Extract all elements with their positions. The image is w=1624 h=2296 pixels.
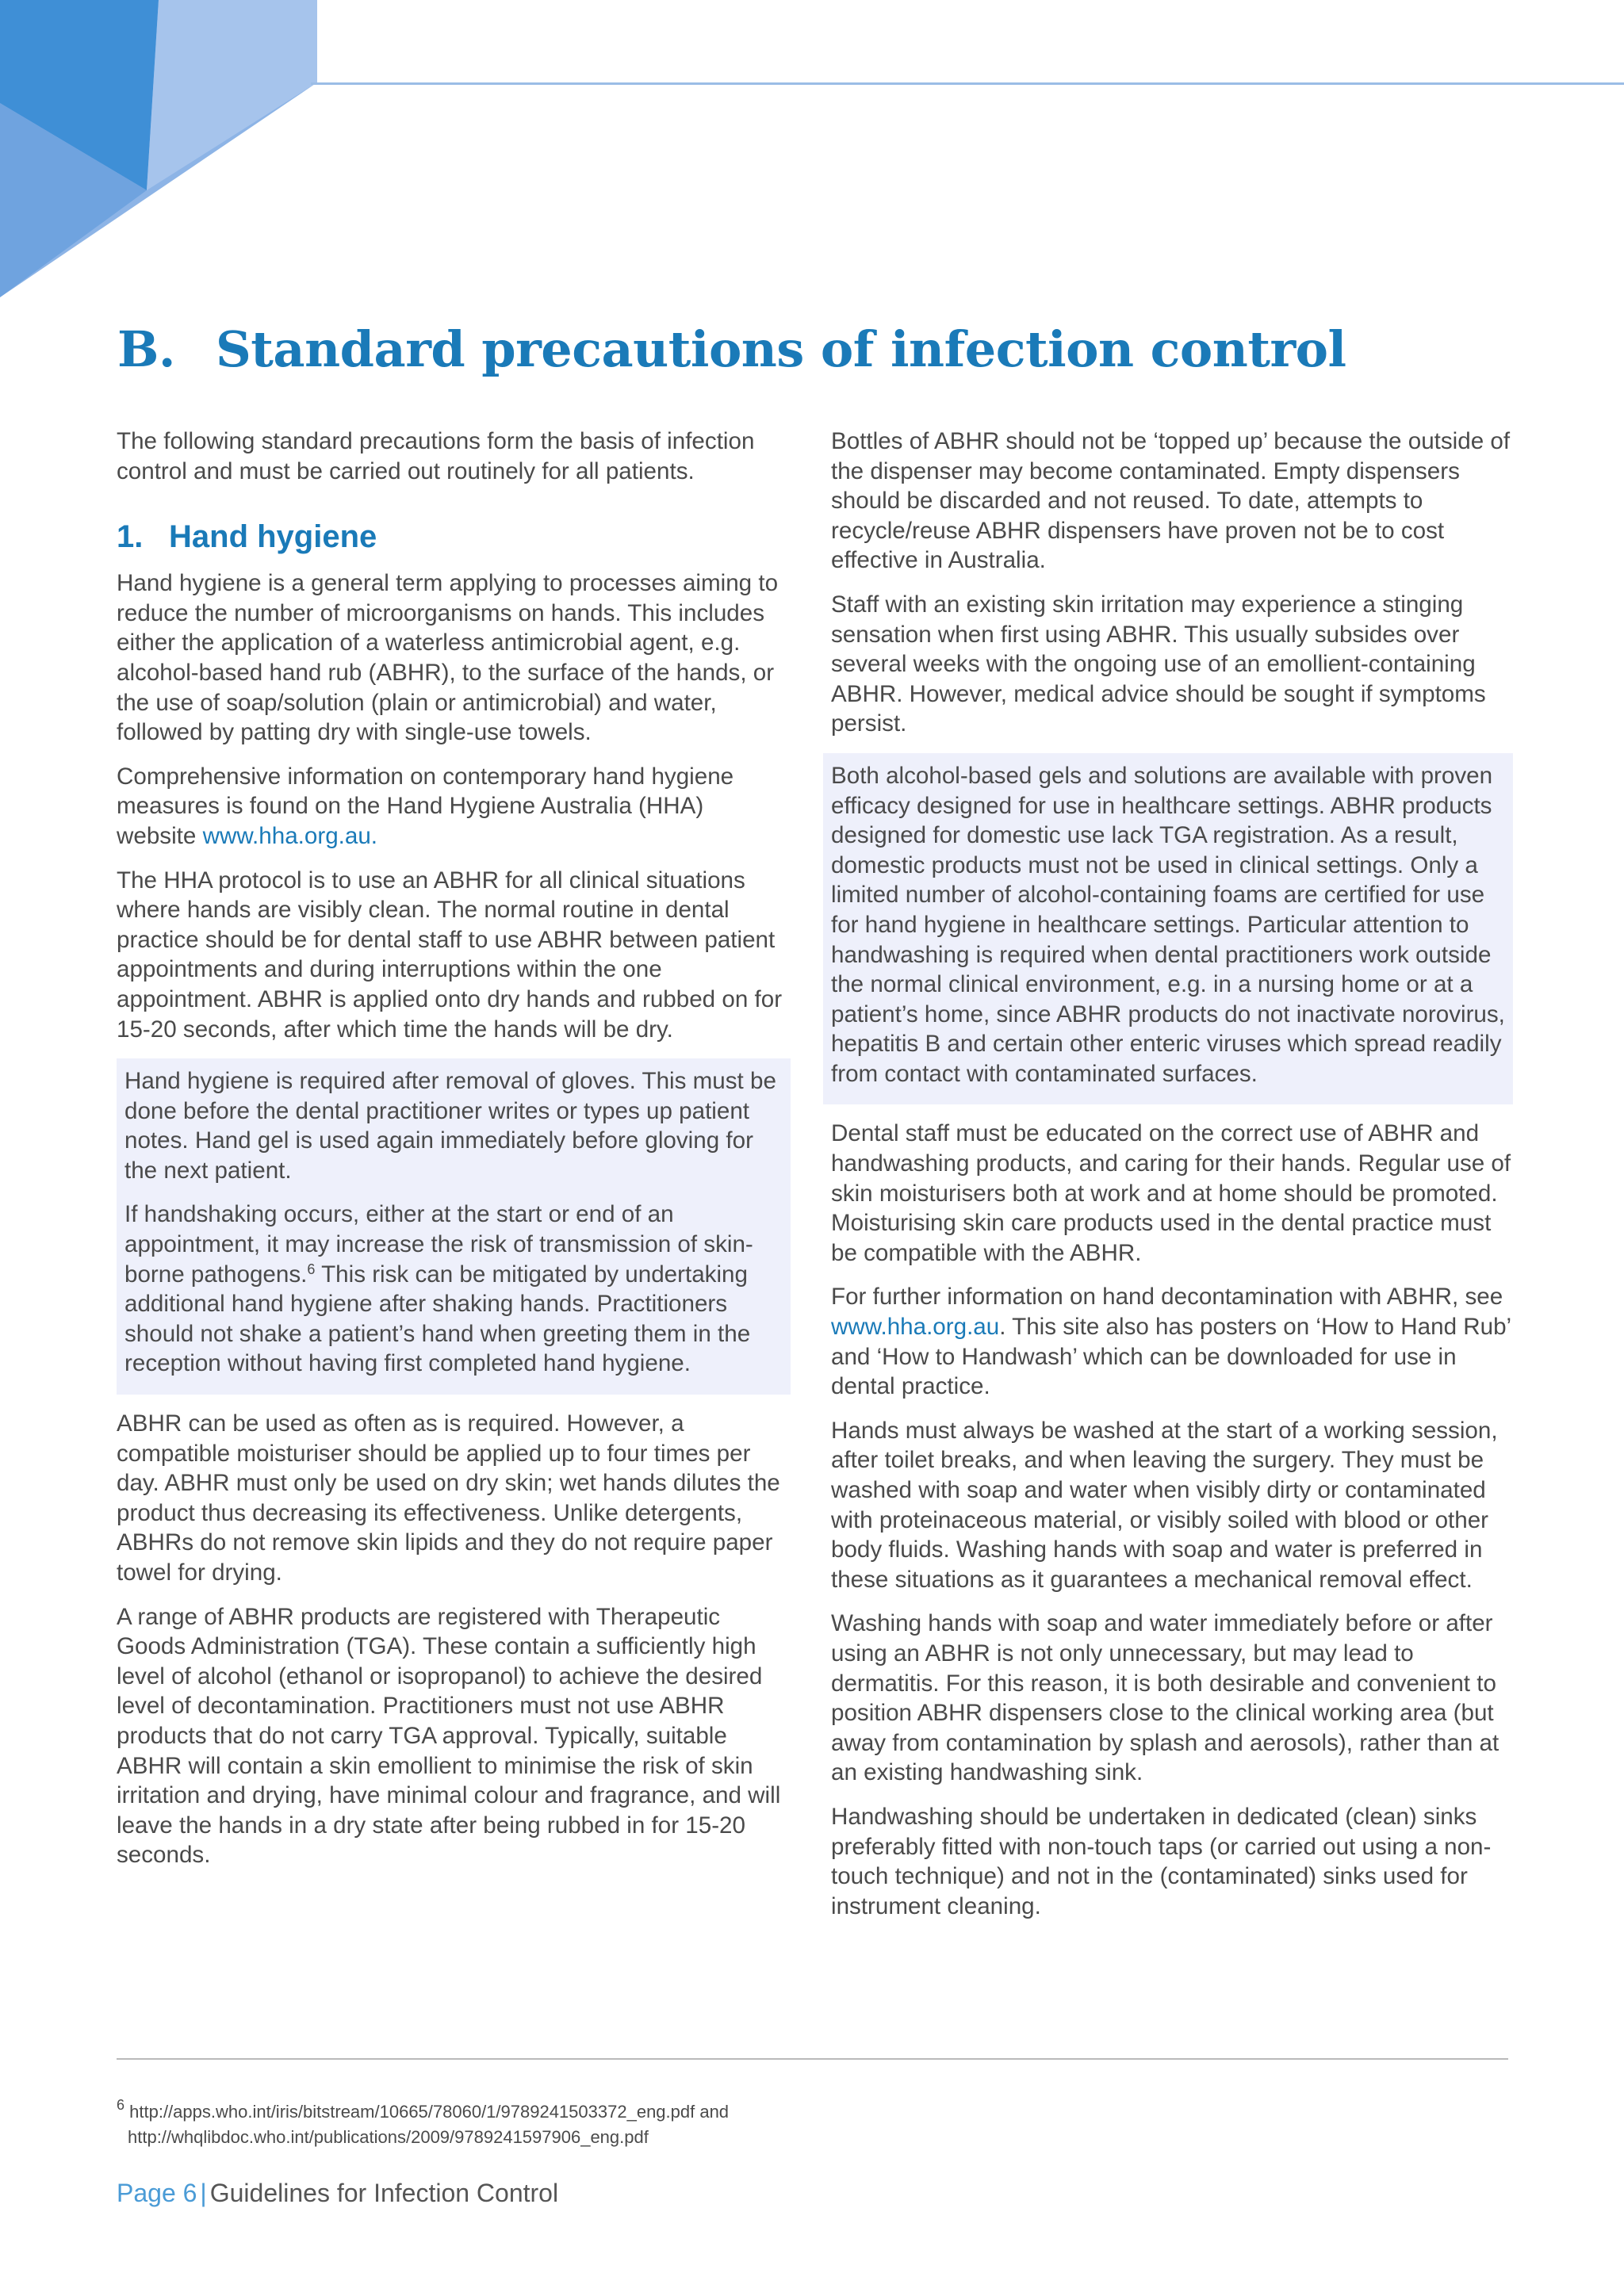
footnote-url-1[interactable]: http://apps.who.int/iris/bitstream/10665/78060/1/9789241503372_eng.pdf and xyxy=(129,2102,730,2122)
section-heading xyxy=(117,518,787,556)
footnote-marker: 6 xyxy=(117,2097,125,2113)
paragraph: ABHR can be used as often as is required. However, a compatible moisturiser should be applied up to four times per day. ABHR must only be used on dry skin; wet hands dilutes the product thus decreasing its effectiveness. Unlike detergents, ABHRs do not remove skin lipids and they do not require paper towel for drying. xyxy=(117,1410,780,1586)
paragraph: Bottles of ABHR should not be ‘topped up’ because the outside of the dispenser may become contaminated. Empty dispensers should be discarded and not reused. To date, attempts to recycle/reuse ABHR dispensers have proven not be to cost effective in Australia. xyxy=(831,428,1511,574)
paragraph: Hands must always be washed at the start of a working session, after toilet breaks, and when leaving the surgery. They must be washed with soap and water when visibly dirty or contaminated with proteinaceous material, or visibly soiled with blood or other body fluids. Washing hands with soap and water is preferred in these situations as it guarantees a mechanical removal effect. xyxy=(831,1417,1498,1593)
paragraph: Dental staff must be educated on the correct use of ABHR and handwashing products, and caring for their hands. Regular use of skin moisturisers both at work and at home should be promoted. Moisturising skin care products used in the dental practice must be compatible with the ABHR. xyxy=(831,1120,1511,1266)
footnote-ref[interactable]: 6 xyxy=(307,1261,316,1277)
paragraph: The HHA protocol is to use an ABHR for all clinical situations where hands are visibly clean. The normal routine in dental practice should be for dental staff to use ABHR between patient appointments and during interruptions within the one appointment. ABHR is applied onto dry hands and rubbed on for 15-20 seconds, after which time the hands will be dry. xyxy=(117,867,783,1043)
document-title: Guidelines for Infection Control xyxy=(209,2179,559,2207)
paragraph: Comprehensive information on contemporary hand hygiene measures is found on the Hand Hygiene Australia (HHA) website www.hha.org.au. xyxy=(117,763,734,849)
section-letter: B. xyxy=(117,320,175,378)
page-number: Page 6 xyxy=(117,2179,197,2207)
footnote-url-2[interactable]: http://whqlibdoc.who.int/publications/2009/9789241597906_eng.pdf xyxy=(128,2127,649,2147)
section-number: 1. xyxy=(117,519,144,555)
hha-link[interactable]: www.hha.org.au xyxy=(831,1314,1000,1341)
intro-paragraph: The following standard precautions form the basis of infection control and must be carried out routinely for all patients. xyxy=(117,428,755,484)
corner-decoration xyxy=(0,0,317,301)
paragraph: A range of ABHR products are registered with Therapeutic Goods Administration (TGA). These contain a sufficiently high level of alcohol (ethanol or isopropanol) to achieve the desired level of decontamination. Practitioners must not use ABHR products that do not carry TGA approval. Typically, suitable ABHR will contain a skin emollient to minimise the risk of skin irritation and drying, have minimal colour and fragrance, and will leave the hands in a dry state after being rubbed in for 15-20 seconds. xyxy=(117,1603,781,1869)
callout-paragraph: Both alcohol-based gels and solutions are available with proven efficacy designed for use in healthcare settings. ABHR products designed for domestic use lack TGA registration. As a result, domestic products must not be used in clinical settings. Only a limited number of alcohol-containing foams are certified for use for hand hygiene in healthcare settings. Particular attention to handwashing is required when dental practitioners work outside the normal clinical environment, e.g. in a nursing home or at a patient’s home, since ABHR products do not inactivate norovirus, hepatitis B and certain other enteric viruses which spread readily from contact with contaminated surfaces. xyxy=(831,762,1505,1087)
footnote-rule xyxy=(117,2058,1508,2060)
paragraph: Washing hands with soap and water immediately before or after using an ABHR is not only unnecessary, but may lead to dermatitis. For this reason, it is both desirable and convenient to position ABHR dispensers close to the clinical working area (but away from contamination by splash and aerosols), rather than at an existing handwashing sink. xyxy=(831,1610,1500,1786)
header-rule xyxy=(311,82,1624,85)
page-footer xyxy=(117,2179,558,2208)
callout-box xyxy=(823,753,1513,1105)
page-title xyxy=(117,320,1346,378)
right-column xyxy=(831,427,1513,1935)
paragraph: Handwashing should be undertaken in dedicated (clean) sinks preferably fitted with non-touch taps (or carried out using a non-touch technique) and not in the (contaminated) sinks used for instrument cleaning. xyxy=(831,1803,1492,1919)
footer-separator: | xyxy=(200,2179,207,2207)
paragraph: Staff with an existing skin irritation may experience a stinging sensation when first using ABHR. This usually subsides over several weeks with the ongoing use of an emollient-containing ABHR. However, medical advice should be sought if symptoms persist. xyxy=(831,591,1486,737)
paragraph: Hand hygiene is a general term applying to processes aiming to reduce the number of microorganisms on hands. This includes either the application of a waterless antimicrobial agent, e.g. alcohol-based hand rub (ABHR), to the surface of the hands, or the use of soap/solution (plain or antimicrobial) and water, followed by patting dry with single-use towels. xyxy=(117,570,779,746)
left-column xyxy=(117,427,787,1885)
section-title: Hand hygiene xyxy=(169,519,377,555)
callout-box xyxy=(117,1058,791,1395)
callout-paragraph: Hand hygiene is required after removal of gloves. This must be done before the dental practitioner writes or types up patient notes. Hand gel is used again immediately before gloving for the next patient. xyxy=(124,1068,776,1184)
callout-paragraph: If handshaking occurs, either at the start or end of an appointment, it may increase the risk of transmission of skin-borne pathogens.$^6$ This risk can be mitigated by undertaking additional hand hygiene after shaking hands. Practitioners should not shake a patient’s hand when greeting them in the reception without having first completed hand hygiene. xyxy=(124,1201,753,1377)
footnote xyxy=(117,2099,729,2150)
title-text: Standard precautions of infection control xyxy=(216,320,1346,378)
paragraph: For further information on hand decontamination with ABHR, see www.hha.org.au. This site also has posters on ‘How to Hand Rub’ and ‘How to Handwash’ which can be downloaded for use in dental practice. xyxy=(831,1284,1511,1400)
hha-link[interactable]: www.hha.org.au. xyxy=(202,822,378,849)
